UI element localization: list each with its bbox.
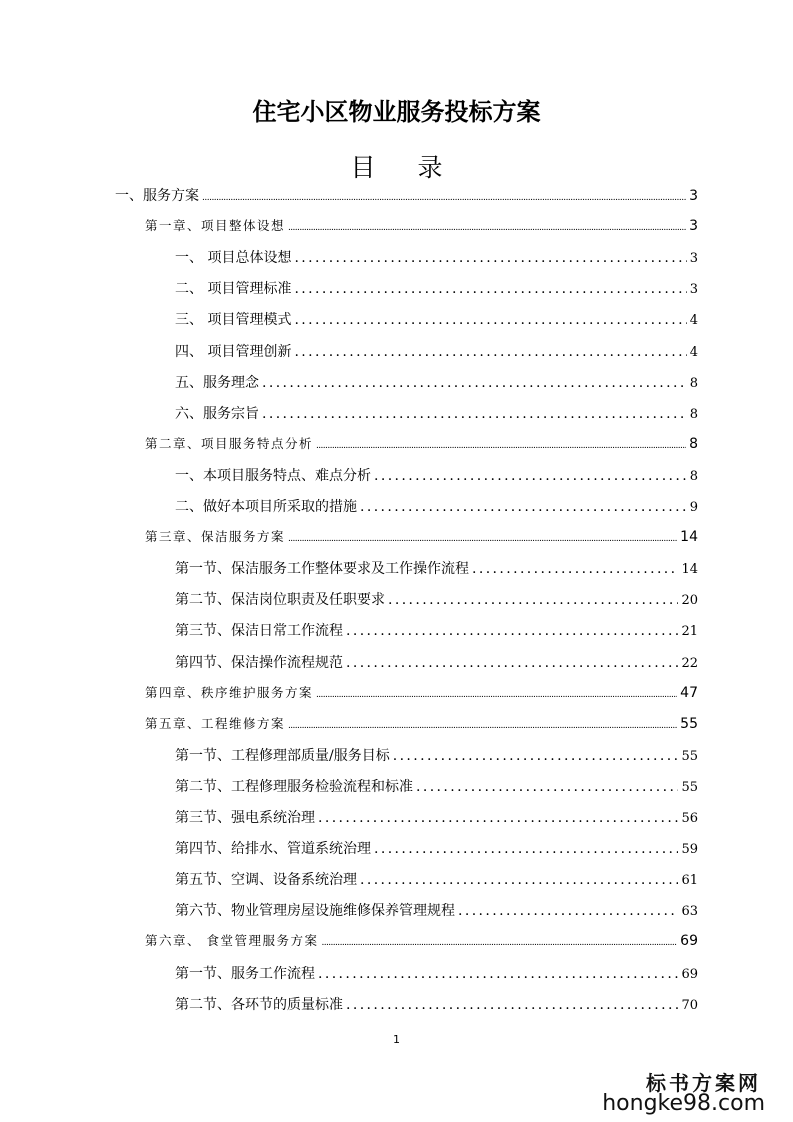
toc-entry-page: 3 — [689, 188, 698, 204]
toc-entry-title: 第六章、 食堂管理服务方案 — [145, 933, 319, 949]
toc-entry[interactable] — [175, 589, 698, 609]
toc-entry-title: 第五节、空调、设备系统治理 — [175, 872, 357, 889]
toc-dot-leader — [288, 534, 677, 544]
toc-entry-page: 56 — [681, 811, 698, 826]
toc-dot-leader — [318, 810, 678, 826]
toc-entry-page: 55 — [681, 748, 698, 764]
toc-entry-title: 第五章、工程维修方案 — [145, 715, 286, 731]
document-title: 住宅小区物业服务投标方案 — [252, 98, 541, 126]
toc-dot-leader — [318, 966, 678, 982]
toc-entry-title: 第二节、工程修理服务检验流程和标准 — [175, 778, 413, 795]
toc-entry-title: 一、 项目总体设想 — [175, 250, 292, 267]
toc-entry-title: 六、服务宗旨 — [175, 405, 259, 422]
toc-entry[interactable] — [145, 683, 698, 701]
toc-dot-leader — [288, 223, 686, 233]
toc-entry-title: 第一节、保洁服务工作整体要求及工作操作流程 — [175, 561, 469, 578]
toc-entry-page: 3 — [689, 251, 698, 267]
toc-entry-title: 第三章、保洁服务方案 — [145, 529, 286, 545]
toc-entry-page: 4 — [689, 344, 698, 360]
toc-entry[interactable] — [175, 900, 698, 920]
toc-entry[interactable] — [175, 341, 698, 361]
toc-entry[interactable] — [175, 838, 698, 858]
toc-entry-page: 8 — [689, 468, 698, 484]
toc-entry[interactable] — [175, 620, 698, 640]
toc-dot-leader — [294, 250, 686, 266]
toc-entry-title: 第二节、保洁岗位职责及任职要求 — [175, 592, 385, 609]
toc-entry[interactable] — [175, 745, 698, 765]
toc-entry-page: 8 — [689, 375, 698, 391]
toc-entry-title: 第一章、项目整体设想 — [145, 218, 286, 234]
toc-dot-leader — [316, 690, 677, 700]
toc-entry-title: 五、服务理念 — [175, 374, 259, 391]
toc-entry-title: 第三节、强电系统治理 — [175, 810, 315, 826]
toc-entry-page: 3 — [689, 282, 698, 298]
toc-entry-page: 55 — [681, 779, 698, 795]
toc-dot-leader — [374, 468, 687, 484]
toc-heading-right: 录 — [417, 153, 443, 182]
toc-entry-title: 一、服务方案 — [115, 188, 199, 204]
toc-dot-leader — [416, 779, 678, 795]
watermark-url: hongke98.com — [602, 1091, 765, 1116]
toc-entry[interactable] — [175, 963, 698, 983]
toc-entry[interactable] — [175, 869, 698, 889]
toc-dot-leader — [262, 375, 687, 391]
toc-entry-title: 第二节、各环节的质量标准 — [175, 996, 343, 1013]
toc-entry[interactable] — [175, 652, 698, 672]
toc-dot-leader — [202, 193, 686, 203]
toc-entry-title: 第六节、物业管理房屋设施维修保养管理规程 — [175, 903, 455, 920]
toc-entry-title: 三、 项目管理模式 — [175, 312, 292, 329]
toc-entry-page: 20 — [681, 593, 698, 609]
toc-dot-leader — [294, 281, 686, 297]
toc-entry-page: 47 — [680, 684, 698, 701]
toc-dot-leader — [346, 997, 678, 1013]
toc-dot-leader — [316, 441, 686, 451]
toc-entry[interactable] — [145, 714, 698, 732]
toc-entry-page: 21 — [681, 624, 698, 640]
toc-entry-title: 第一节、服务工作流程 — [175, 965, 315, 982]
toc-entry-page: 69 — [681, 966, 698, 982]
toc-entry[interactable] — [175, 278, 698, 298]
toc-entry-page: 63 — [681, 904, 698, 920]
toc-entry-title: 第四节、给排水、管道系统治理 — [175, 841, 371, 858]
toc-dot-leader — [346, 623, 678, 639]
toc-entry-title: 第三节、保洁日常工作流程 — [175, 623, 343, 640]
toc-entry[interactable] — [175, 776, 698, 796]
toc-entry[interactable] — [175, 465, 698, 485]
toc-entry-title: 第四节、保洁操作流程规范 — [175, 654, 343, 671]
toc-dot-leader — [360, 872, 678, 888]
toc-entry-title: 第一节、工程修理部质量/服务目标 — [175, 747, 390, 764]
toc-entry[interactable] — [175, 309, 698, 329]
toc-entry[interactable] — [175, 403, 698, 423]
toc-entry-page: 55 — [680, 715, 698, 732]
toc-entry[interactable] — [115, 185, 698, 205]
toc-entry-page: 59 — [681, 842, 698, 858]
toc-entry-page: 70 — [681, 997, 698, 1013]
toc-entry[interactable] — [175, 807, 698, 827]
toc-entry-title: 二、 项目管理标准 — [175, 281, 292, 298]
toc-entry-title: 二、做好本项目所采取的措施 — [175, 499, 357, 515]
toc-entry-page: 69 — [680, 933, 698, 950]
toc-entry[interactable] — [175, 496, 698, 516]
toc-entry-page: 8 — [689, 406, 698, 422]
toc-dot-leader — [393, 748, 679, 764]
toc-entry-page: 9 — [689, 500, 698, 515]
toc-entry-title: 第二章、项目服务特点分析 — [145, 435, 314, 451]
toc-entry-page: 14 — [681, 562, 698, 578]
toc-entry[interactable] — [175, 994, 698, 1014]
toc-entry-page: 4 — [689, 313, 698, 329]
toc-dot-leader — [458, 903, 678, 919]
toc-entry-page: 14 — [680, 529, 698, 546]
toc-entry[interactable] — [145, 434, 698, 452]
toc-dot-leader — [374, 841, 678, 857]
toc-dot-leader — [321, 938, 677, 948]
toc-dot-leader — [360, 499, 687, 515]
toc-dot-leader — [294, 312, 686, 328]
toc-entry-page: 8 — [689, 435, 698, 452]
toc-entry-title: 一、本项目服务特点、难点分析 — [175, 467, 371, 484]
toc-entry-title: 四、 项目管理创新 — [175, 343, 292, 360]
watermark-brand: 标书方案网 — [646, 1071, 761, 1095]
toc-entry[interactable] — [145, 527, 698, 545]
toc-entry[interactable] — [145, 216, 698, 234]
page-number: 1 — [393, 1033, 400, 1046]
toc-entry-page: 22 — [681, 655, 698, 671]
toc-dot-leader — [294, 344, 686, 360]
toc-heading-left: 目 — [350, 153, 376, 182]
toc-entry[interactable] — [175, 372, 698, 392]
toc-dot-leader — [288, 721, 677, 731]
toc-dot-leader — [388, 592, 678, 608]
toc-dot-leader — [472, 561, 678, 577]
toc-entry-title: 第四章、秩序维护服务方案 — [145, 684, 314, 700]
toc-dot-leader — [346, 655, 678, 671]
toc-entry-page: 61 — [681, 873, 698, 889]
toc-entry-page: 3 — [689, 218, 698, 235]
toc-entry[interactable] — [175, 558, 698, 578]
toc-dot-leader — [262, 406, 687, 422]
toc-entry[interactable] — [145, 931, 698, 949]
toc-entry[interactable] — [175, 247, 698, 267]
